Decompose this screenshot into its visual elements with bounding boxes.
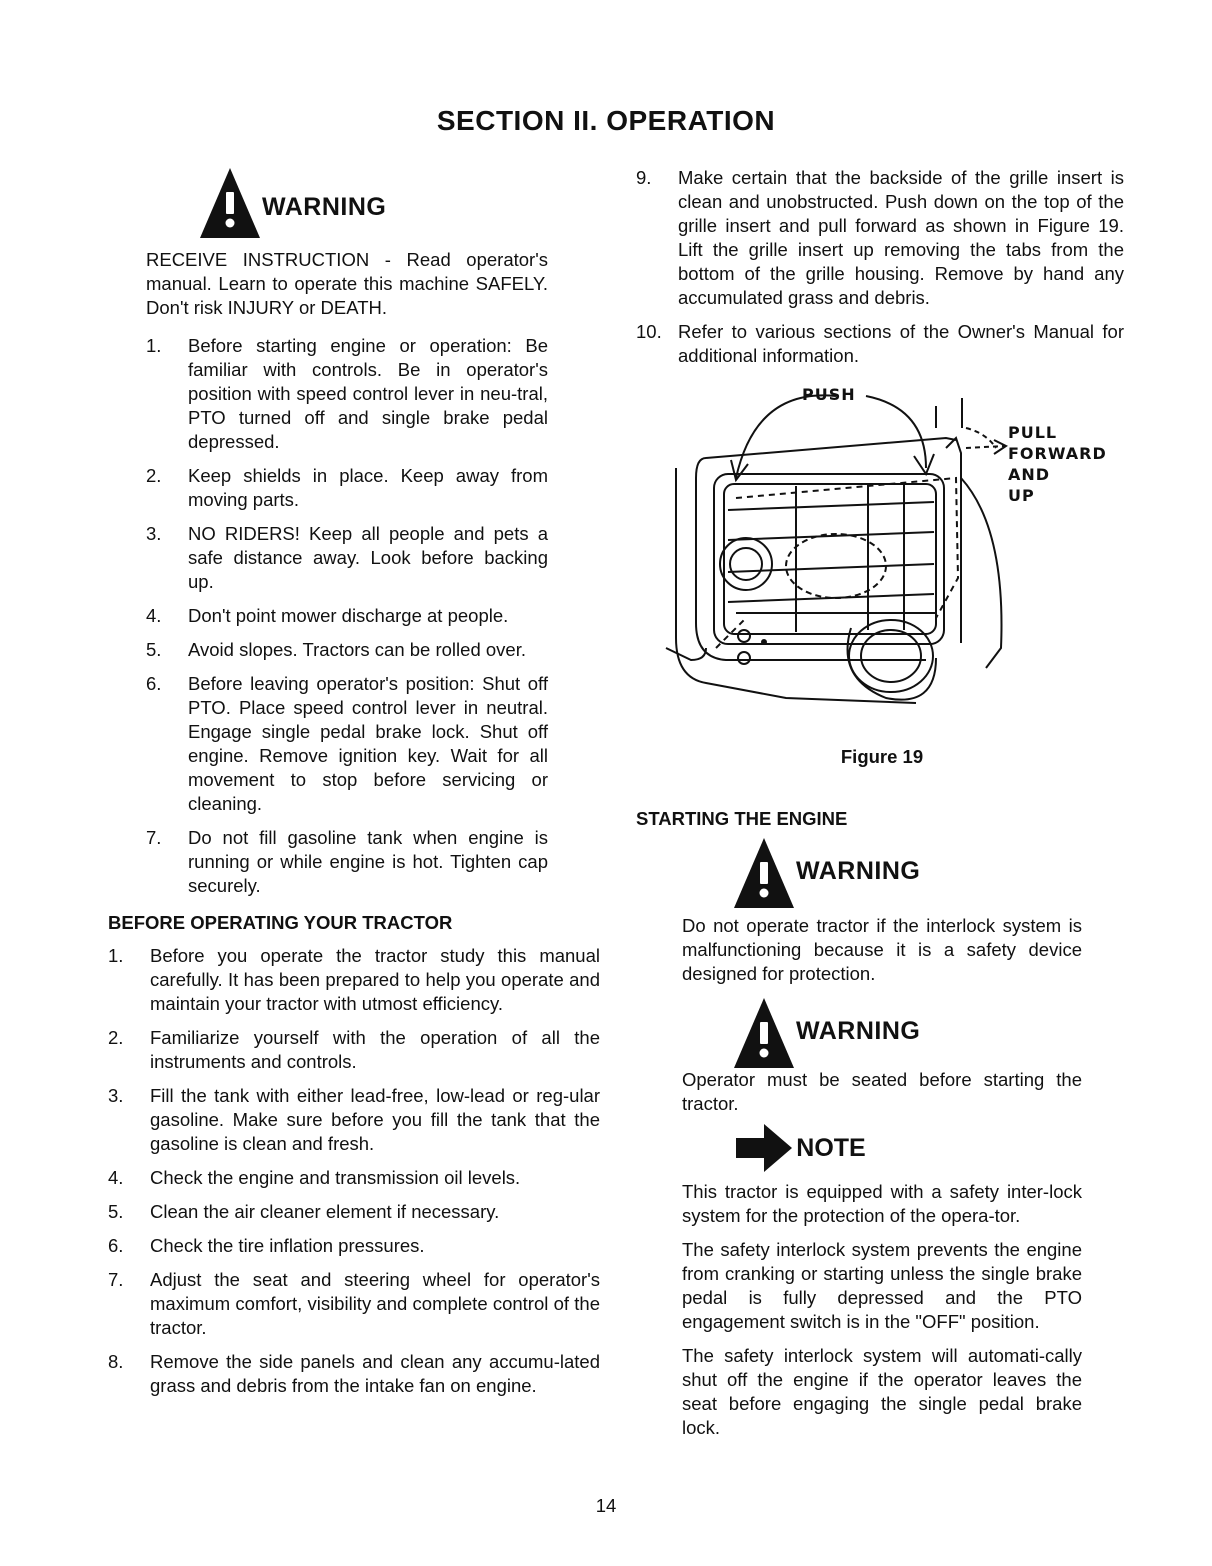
- warning-label-2: WARNING: [796, 1017, 921, 1045]
- list-item-number: 9.: [636, 167, 652, 188]
- list-item-text: Clean the air cleaner element if necessary.: [150, 1201, 500, 1222]
- list-item-number: 10.: [636, 321, 662, 342]
- list-item: [146, 604, 548, 628]
- note-text: This tractor is equipped with a safety inter-lock system for the protection of the opera-tor.: [682, 1181, 1082, 1226]
- list-item: [146, 826, 548, 898]
- list-item-text: Avoid slopes. Tractors can be rolled over.: [188, 639, 526, 660]
- list-item-number: 2.: [108, 1027, 124, 1048]
- list-item-text: Remove the side panels and clean any accumu-lated grass and debris from the intake fan on engine.: [150, 1351, 600, 1396]
- page-number: 14: [595, 1495, 617, 1516]
- continued-list: [636, 166, 1124, 368]
- left-column: [108, 168, 603, 1408]
- list-item: [146, 334, 548, 454]
- list-item-number: 7.: [146, 827, 162, 848]
- warning-label: WARNING: [262, 193, 387, 221]
- list-item-number: 3.: [146, 523, 162, 544]
- list-item-number: 1.: [146, 335, 162, 356]
- list-item-number: 8.: [108, 1351, 124, 1372]
- push-label: PUSH: [802, 385, 856, 404]
- list-item: [108, 1268, 600, 1340]
- list-item: [146, 464, 548, 512]
- warning-triangle-icon: [200, 168, 260, 238]
- list-item: [636, 320, 1124, 368]
- list-item-number: 6.: [108, 1235, 124, 1256]
- pull-label-line-3: AND: [1008, 465, 1051, 484]
- list-item-number: 1.: [108, 945, 124, 966]
- note-heading: [636, 1124, 966, 1172]
- warning-label-1: WARNING: [796, 857, 921, 885]
- right-column: [636, 166, 1128, 1440]
- list-item-text: Adjust the seat and steering wheel for operator's maximum comfort, visibility and complete control of the tractor.: [150, 1269, 600, 1338]
- warning-text-2: Operator must be seated before starting the tractor.: [682, 1069, 1082, 1114]
- interlock-paragraph-2: The safety interlock system will automati-cally shut off the engine if the operator leaves the seat before engaging the single pedal brake lock.: [682, 1345, 1082, 1438]
- interlock-paragraph-1: The safety interlock system prevents the engine from cranking or starting unless the single brake pedal is fully depressed and the PTO engagement switch is in the "OFF" position.: [682, 1239, 1082, 1332]
- list-item: [146, 638, 548, 662]
- list-item: [108, 1084, 600, 1156]
- list-item-text: Before you operate the tractor study this manual carefully. It has been prepared to help you operate and maintain your tractor with utmost efficiency.: [150, 945, 600, 1014]
- list-item-text: Check the tire inflation pressures.: [150, 1235, 425, 1256]
- list-item-text: Make certain that the backside of the grille insert is clean and unobstructed. Push down on the top of the grille insert and pull forward as shown in Figure 19. Lift the grille insert up removing the tabs from the bottom of the grille housing. Remove by hand any accumulated grass and debris.: [678, 167, 1124, 308]
- list-item-text: Check the engine and transmission oil levels.: [150, 1167, 521, 1188]
- list-item-text: Familiarize yourself with the operation of all the instruments and controls.: [150, 1027, 600, 1072]
- list-item-text: Refer to various sections of the Owner's Manual for additional information.: [678, 321, 1124, 366]
- warning-triangle-icon: [734, 998, 794, 1068]
- before-list: [108, 944, 600, 1398]
- warning-intro: RECEIVE INSTRUCTION - Read operator's manual. Learn to operate this machine SAFELY. Don't risk INJURY or DEATH.: [146, 249, 548, 318]
- list-item: [108, 944, 600, 1016]
- list-item-number: 2.: [146, 465, 162, 486]
- list-item-text: Fill the tank with either lead-free, low-lead or reg-ular gasoline. Make sure before you fill the tank that the gasoline is clean and fresh.: [150, 1085, 600, 1154]
- list-item: [108, 1234, 600, 1258]
- warning-triangle-icon: [734, 838, 794, 908]
- list-item-number: 3.: [108, 1085, 124, 1106]
- list-item-number: 4.: [146, 605, 162, 626]
- list-item-number: 6.: [146, 673, 162, 694]
- list-item-number: 7.: [108, 1269, 124, 1290]
- list-item: [108, 1200, 600, 1224]
- list-item-number: 4.: [108, 1167, 124, 1188]
- list-item-text: Keep shields in place. Keep away from moving parts.: [188, 465, 548, 510]
- warning-heading: [200, 168, 603, 238]
- warning-heading-2: [734, 998, 1128, 1068]
- list-item: [108, 1026, 600, 1074]
- starting-heading: STARTING THE ENGINE: [636, 808, 848, 829]
- list-item-text: Before leaving operator's position: Shut off PTO. Place speed control lever in neutral. Engage single pedal brake lock. Shut off engine. Remove ignition key. Wait for all movement to stop before servicing or cleaning.: [188, 673, 548, 814]
- warning-text-1: Do not operate tractor if the interlock system is malfunctioning because it is a safety device designed for protection.: [682, 915, 1082, 984]
- before-heading: BEFORE OPERATING YOUR TRACTOR: [108, 912, 453, 933]
- safety-list: [146, 334, 548, 898]
- arrow-right-icon: [736, 1124, 792, 1172]
- list-item-text: Don't point mower discharge at people.: [188, 605, 509, 626]
- list-item: [636, 166, 1124, 310]
- list-item-number: 5.: [108, 1201, 124, 1222]
- list-item-text: Before starting engine or operation: Be familiar with controls. Be in operator's position with speed control lever in neu-tral, PTO turned off and single brake pedal depressed.: [188, 335, 548, 452]
- figure-caption: Figure 19: [840, 746, 924, 767]
- warning-heading-1: [734, 838, 1128, 908]
- list-item: [146, 672, 548, 816]
- pull-label-line-1: PULL: [1008, 423, 1058, 442]
- pull-forward-label: [1008, 422, 1107, 506]
- figure-19: [636, 378, 1128, 728]
- list-item: [146, 522, 548, 594]
- note-label: NOTE: [796, 1133, 866, 1162]
- list-item-number: 5.: [146, 639, 162, 660]
- list-item: [108, 1350, 600, 1398]
- pull-label-line-4: UP: [1008, 486, 1035, 505]
- list-item-text: NO RIDERS! Keep all people and pets a safe distance away. Look before backing up.: [188, 523, 548, 592]
- list-item-text: Do not fill gasoline tank when engine is running or while engine is hot. Tighten cap securely.: [188, 827, 548, 896]
- list-item: [108, 1166, 600, 1190]
- pull-label-line-2: FORWARD: [1008, 444, 1107, 463]
- page-title: SECTION II. OPERATION: [436, 105, 776, 136]
